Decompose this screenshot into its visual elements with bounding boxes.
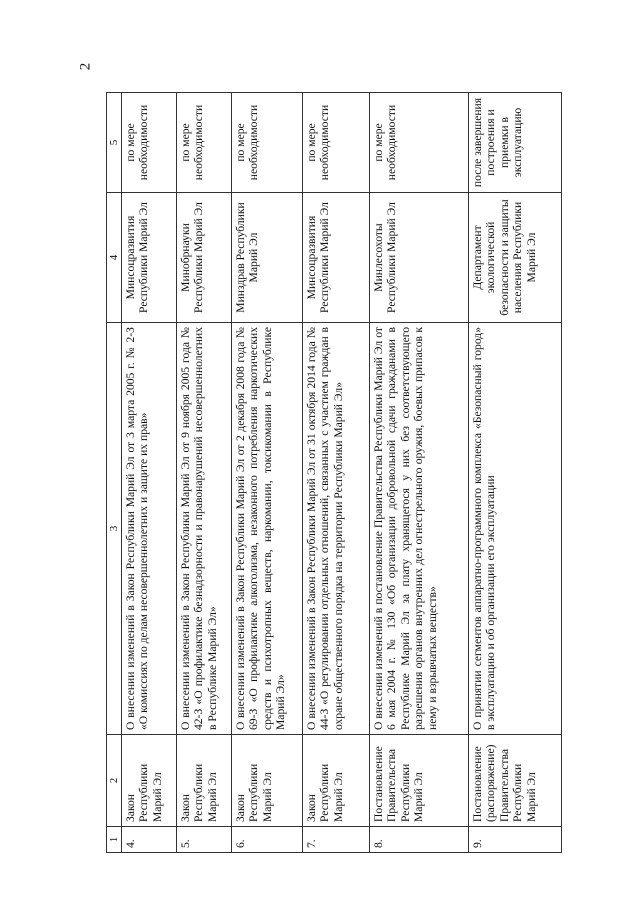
row-number: 7. [303,827,370,853]
table-row [122,93,177,853]
deadline: по мере необходимости [122,93,177,193]
act-type: Закон Республики Марий Эл [122,735,177,827]
responsible-executor: Департамент экологической безопасности и защиты населения Республики Марий Эл [469,193,562,323]
responsible-executor: Минздрав Республики Марий Эл [232,193,303,323]
row-number: 4. [122,827,177,853]
row-number: 9. [469,827,562,853]
table-row [177,93,232,853]
deadline: по мере необходимости [303,93,370,193]
row-number: 6. [232,827,303,853]
row-number: 8. [370,827,469,853]
page-number: 2 [77,62,94,71]
table-row [303,93,370,853]
rotated-sheet [106,93,576,853]
act-title: О внесении изменений в постановление Правительства Республики Марий Эл от 6 мая 2004 г. № 130 «Об организации добровольной сдачи гражданами в Республике Марий Эл за плату хранящегося у них без соответствующего разрешения органов внутренних дел огнестрельного оружия, боевых припасов к нему и взрывчатых веществ» [370,323,469,735]
act-title: О внесении изменений в Закон Республики Марий Эл от 9 ноября 2005 года № 42-З «О профилактике безнадзорности и правонарушений несовершеннолетних в Республике Марий Эл» [177,323,232,735]
act-type: Постановление (распоряжение) Правительства Республики Марий Эл [469,735,562,827]
deadline: после завершения построения и приемки в эксплуатацию [469,93,562,193]
column-number: 2 [107,735,122,827]
legislation-plan-table [106,92,562,853]
column-number: 4 [107,193,122,323]
deadline: по мере необходимости [370,93,469,193]
row-number: 5. [177,827,232,853]
deadline: по мере необходимости [232,93,303,193]
responsible-executor: Минобрнауки Республики Марий Эл [177,193,232,323]
act-type: Закон Республики Марий Эл [232,735,303,827]
table-row [370,93,469,853]
column-number: 1 [107,827,122,853]
responsible-executor: Минсоцразвития Республики Марий Эл [303,193,370,323]
deadline: по мере необходимости [177,93,232,193]
column-number: 3 [107,323,122,735]
table-row [469,93,562,853]
act-title: О внесении изменений в Закон Республики Марий Эл от 31 октября 2014 года № 44-З «О регулировании отдельных отношений, связанных с участием граждан в охране общественного порядка на территории Республики Марий Эл» [303,323,370,735]
rotated-content [106,93,576,853]
act-type: Закон Республики Марий Эл [303,735,370,827]
column-number-row [107,93,122,853]
act-type: Постановление Правительства Республики Марий Эл [370,735,469,827]
act-title: О внесении изменений в Закон Республики Марий Эл от 3 марта 2005 г. № 2-З «О комиссиях по делам несовершеннолетних и защите их прав» [122,323,177,735]
act-title: О внесении изменений в Закон Республики Марий Эл от 2 декабря 2008 года № 69-З «О профилактике алкоголизма, незаконного потребления наркотических средств и психотропных веществ, наркомании, токсикомании в Республике Марий Эл» [232,323,303,735]
act-type: Закон Республики Марий Эл [177,735,232,827]
responsible-executor: Минсоцразвития Республики Марий Эл [122,193,177,323]
column-number: 5 [107,93,122,193]
table-row [232,93,303,853]
responsible-executor: Минлесохоты Республики Марий Эл [370,193,469,323]
act-title: О принятии сегментов аппаратно-программного комплекса «Безопасный город» в эксплуатацию и об организации его эксплуатации [469,323,562,735]
